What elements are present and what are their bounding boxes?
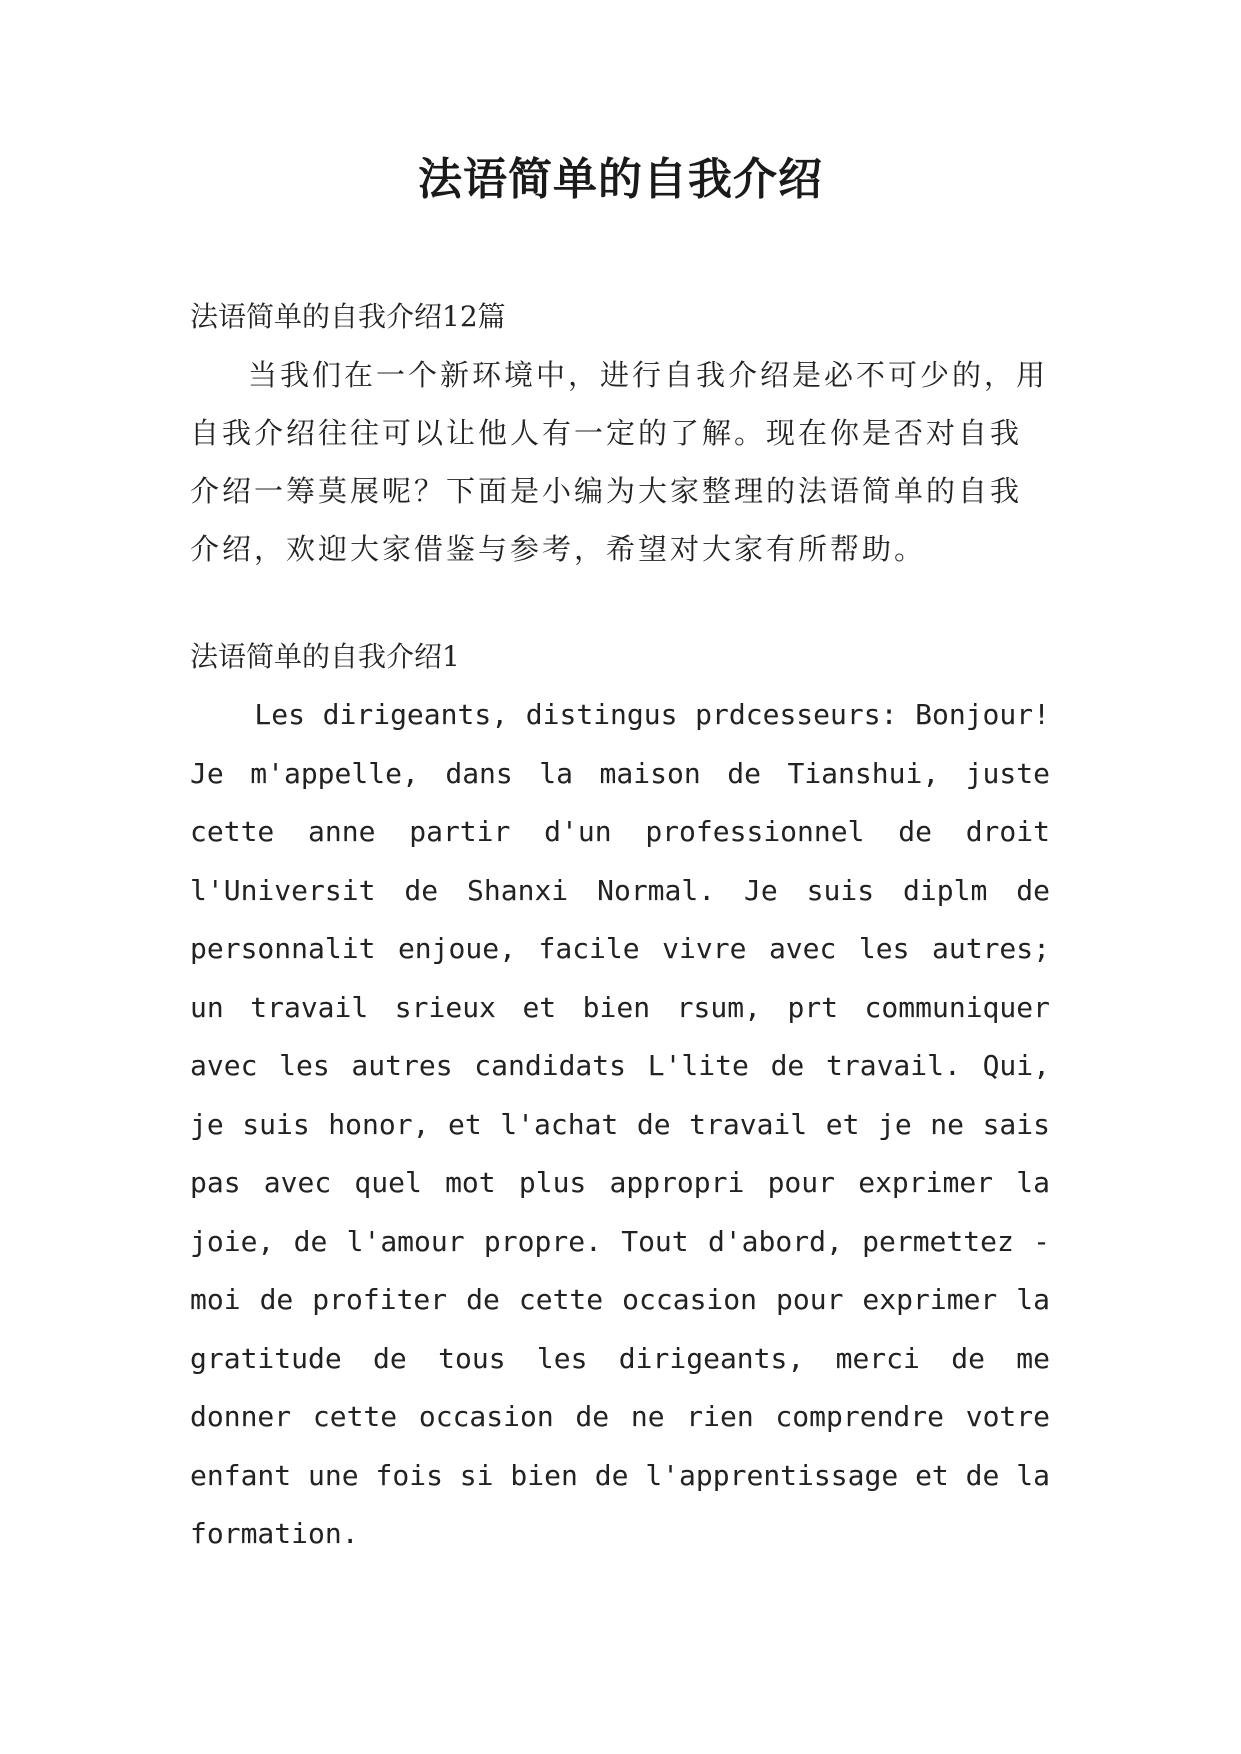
series-heading: 法语简单的自我介绍12篇 [190,300,506,333]
section-heading: 法语简单的自我介绍1 [190,640,460,673]
intro-paragraph: 当我们在一个新环境中，进行自我介绍是必不可少的，用自我介绍往往可以让他人有一定的了解。现在你是否对自我介绍一筹莫展呢？下面是小编为大家整理的法语简单的自我介绍，欢迎大家借鉴与参考，希望对大家有所帮助。 [190,358,1049,566]
section-spacer [190,578,1050,628]
document-body [190,288,1050,1564]
section-paragraph: Les dirigeants, distingus prdcesseurs: Bonjour! Je m'appelle, dans la maison de Tianshui, juste cette anne partir d'un professionnel de droit l'Universit de Shanxi Normal. Je suis diplm de personnalit enjoue, facile vivre avec les autres; un travail srieux et bien rsum, prt communiquer avec les autres candidats L'lite de travail. Qui, je suis honor, et l'achat de travail et je ne sais pas avec quel mot plus appropri pour exprimer la joie, de l'amour propre. Tout d'abord, permettez - moi de profiter de cette occasion pour exprimer la gratitude de tous les dirigeants, merci de me donner cette occasion de ne rien comprendre votre enfant une fois si bien de l'apprentissage et de la formation. [190,698,1050,1550]
document-title: 法语简单的自我介绍 [418,154,823,205]
